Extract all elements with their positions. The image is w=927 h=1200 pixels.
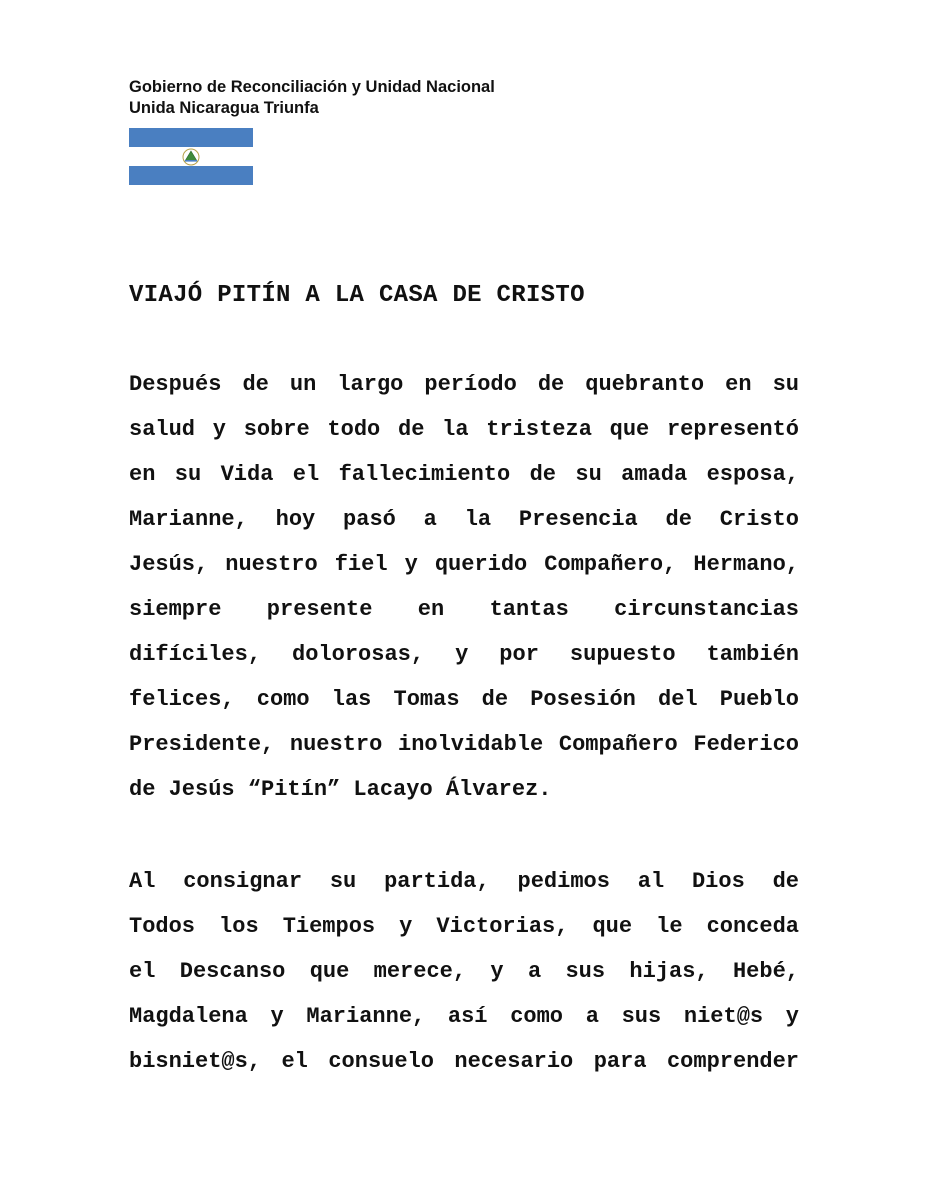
- header-government-name: Gobierno de Reconciliación y Unidad Nacional: [129, 78, 495, 96]
- paragraph-line: Todos los Tiempos y Victorias, que le conceda: [129, 914, 799, 939]
- document-header: [129, 77, 495, 119]
- document-title: VIAJÓ PITÍN A LA CASA DE CRISTO: [129, 282, 585, 309]
- paragraph-line: Presidente, nuestro inolvidable Compañero Federico: [129, 732, 799, 757]
- paragraph-line: siempre presente en tantas circunstancias: [129, 597, 799, 622]
- paragraph-line: Marianne, hoy pasó a la Presencia de Cristo: [129, 507, 799, 532]
- paragraph-line: salud y sobre todo de la tristeza que representó: [129, 417, 799, 442]
- nicaragua-flag-icon: [129, 128, 253, 185]
- paragraph-line: difíciles, dolorosas, y por supuesto también: [129, 642, 799, 667]
- flag-top-stripe: [129, 128, 253, 147]
- paragraph-line: Jesús, nuestro fiel y querido Compañero, Hermano,: [129, 552, 799, 577]
- header-slogan: Unida Nicaragua Triunfa: [129, 99, 319, 117]
- paragraph-line: Magdalena y Marianne, así como a sus niet@s y: [129, 1004, 799, 1029]
- paragraph-line: felices, como las Tomas de Posesión del Pueblo: [129, 687, 799, 712]
- paragraph-1: [129, 362, 799, 812]
- flag-bottom-stripe: [129, 166, 253, 185]
- paragraph-line: de Jesús “Pitín” Lacayo Álvarez.: [129, 777, 552, 802]
- paragraph-2: [129, 859, 799, 1084]
- paragraph-line: bisniet@s, el consuelo necesario para comprender: [129, 1049, 799, 1074]
- paragraph-line: el Descanso que merece, y a sus hijas, Hebé,: [129, 959, 799, 984]
- paragraph-line: en su Vida el fallecimiento de su amada esposa,: [129, 462, 799, 487]
- coat-of-arms-icon: [181, 148, 201, 166]
- paragraph-line: Al consignar su partida, pedimos al Dios de: [129, 869, 799, 894]
- paragraph-line: Después de un largo período de quebranto en su: [129, 372, 799, 397]
